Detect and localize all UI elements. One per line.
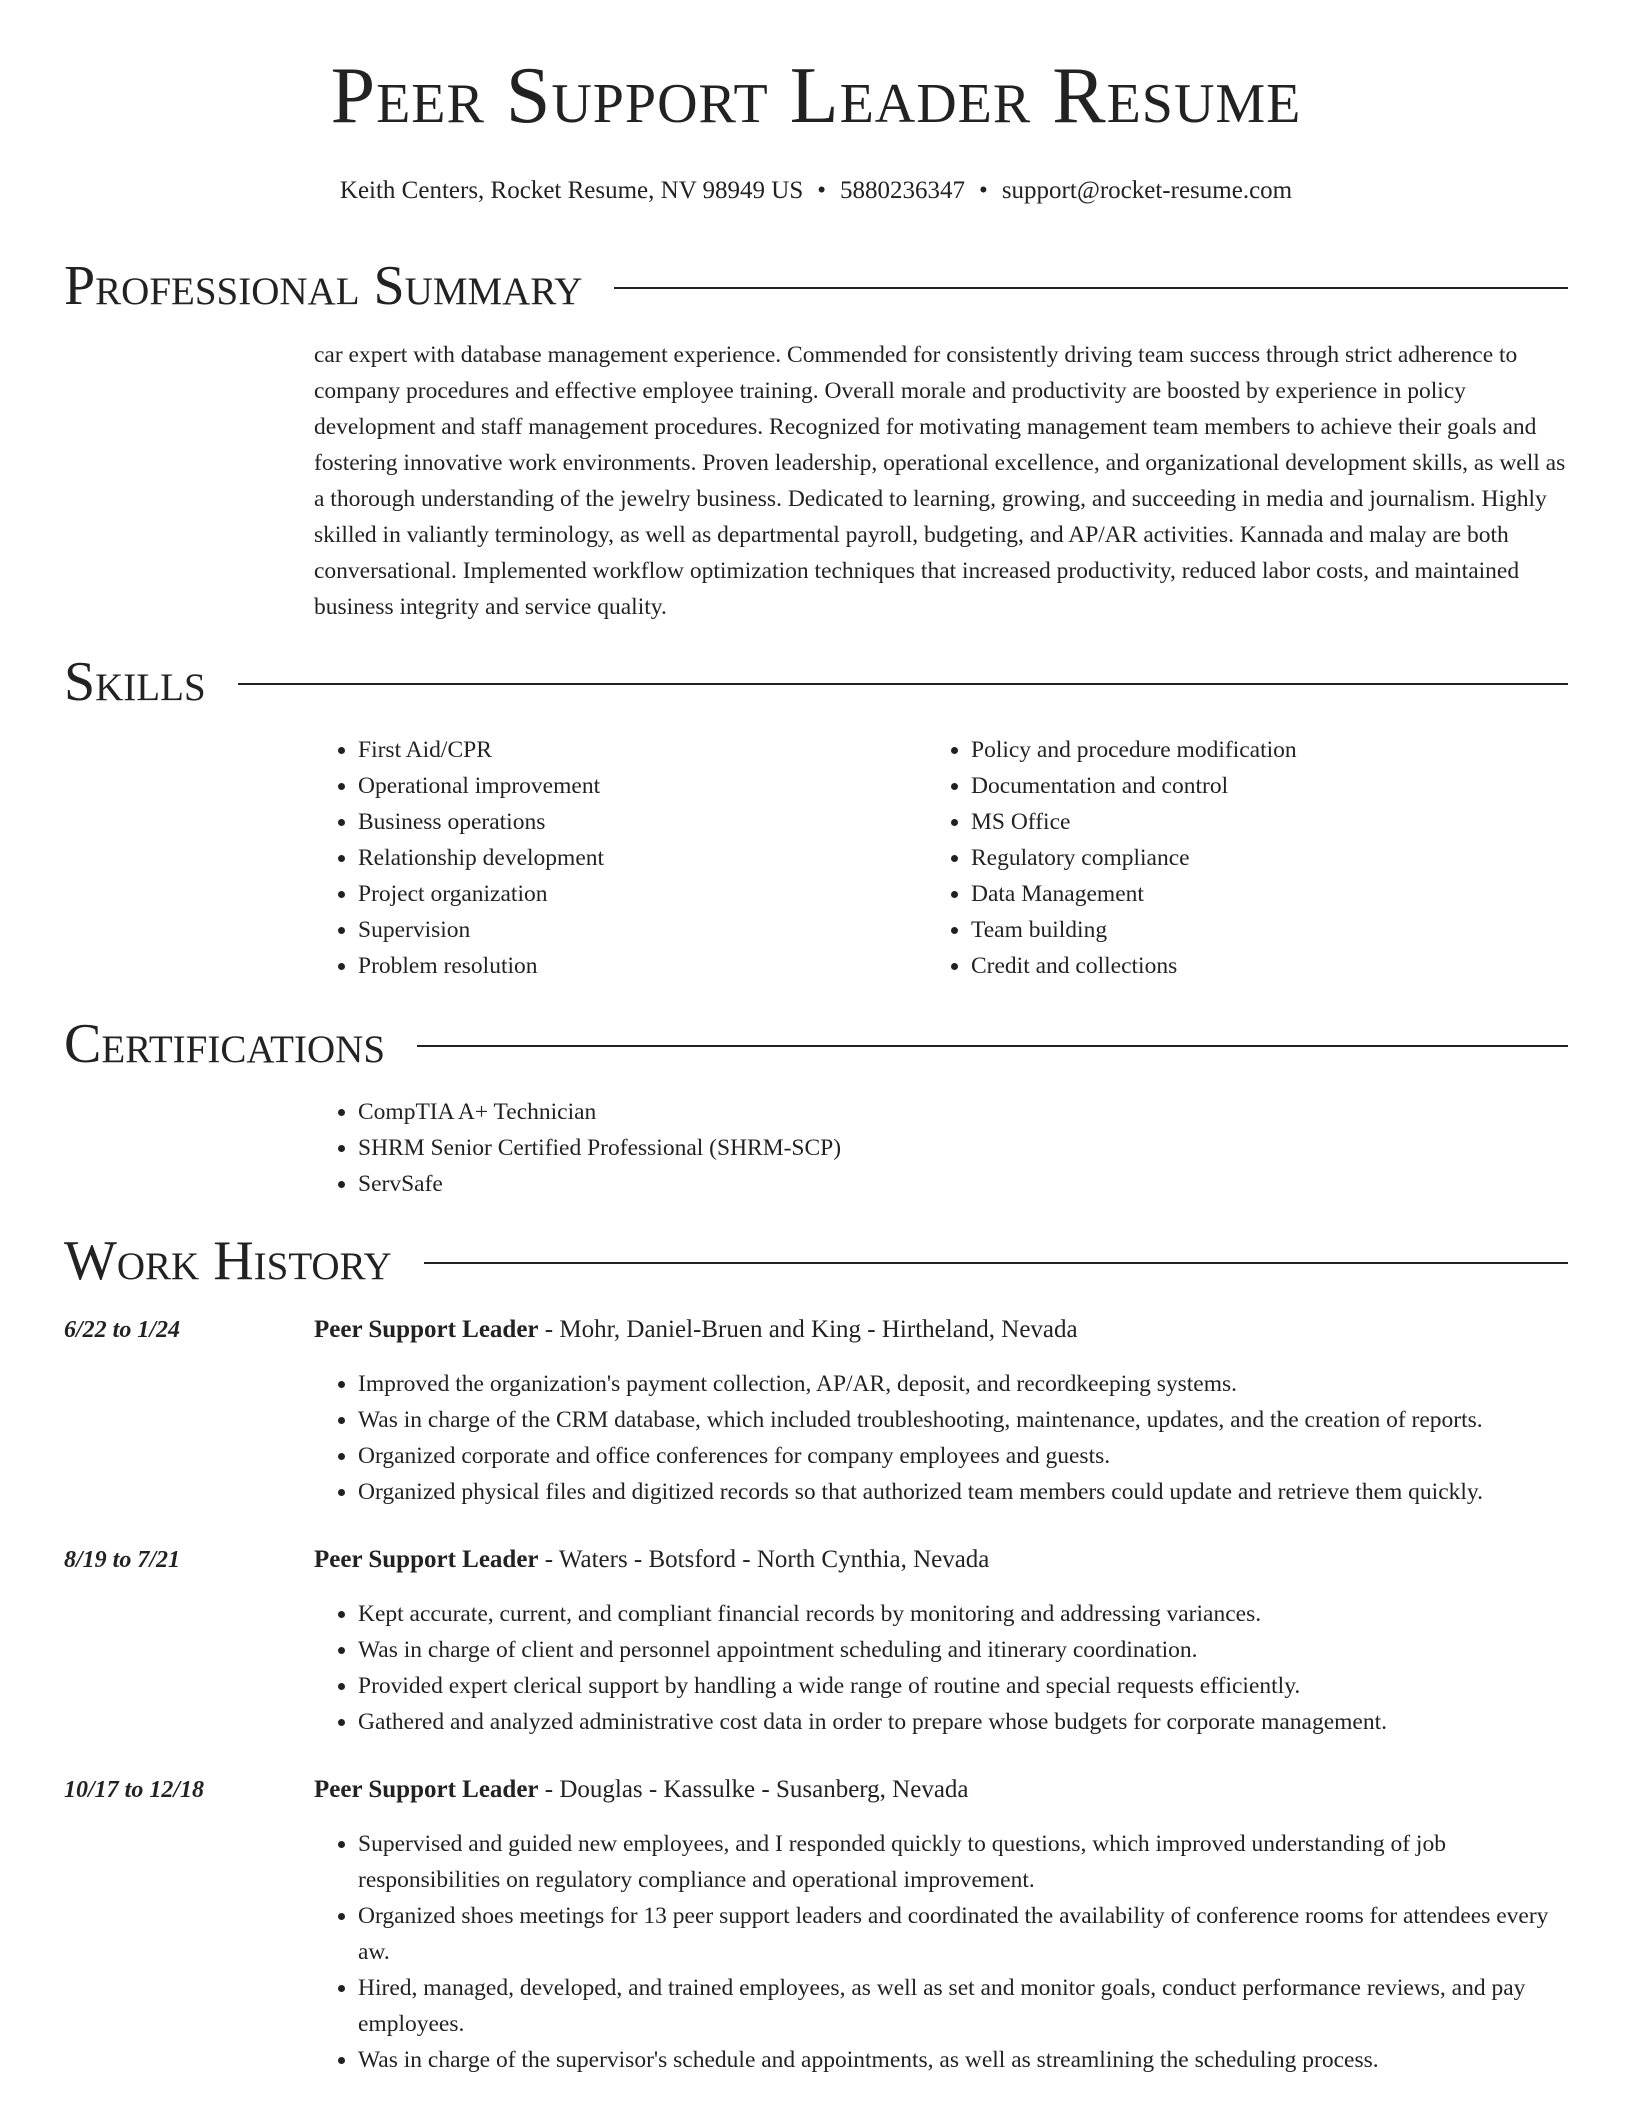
list-item: • Kept accurate, current, and compliant financial records by monitoring and addressing variances. — [358, 1596, 1570, 1632]
skills-right-column — [927, 732, 1527, 984]
job-role: Peer Support Leader — [314, 1546, 539, 1573]
job-role: Peer Support Leader — [314, 1776, 539, 1803]
section-divider — [417, 1045, 1568, 1047]
list-item: • Improved the organization's payment collection, AP/AR, deposit, and recordkeeping systems. — [358, 1366, 1570, 1402]
job-bullet-list — [314, 1596, 1570, 1740]
list-item: • Regulatory compliance — [971, 840, 1527, 876]
summary-text: car expert with database management experience. Commended for consistently driving team success through strict adherence to company procedures and effective employee training. Overall morale and productivity are boosted by experience in policy development and staff management procedures. Recognized for motivating management team members to achieve their goals and fostering innovative work environments. Proven leadership, operational excellence, and organizational development skills, as well as a thorough understanding of the jewelry business. Dedicated to learning, growing, and succeeding in media and journalism. Highly skilled in valiantly terminology, as well as departmental payroll, budgeting, and AP/AR activities. Kannada and malay are both conversational. Implemented workflow optimization techniques that increased productivity, reduced labor costs, and maintained business integrity and service quality. — [314, 342, 1566, 620]
contact-separator: • — [817, 177, 827, 204]
contact-email: support@rocket-resume.com — [1001, 177, 1293, 204]
job-employer: - Douglas - Kassulke - Susanberg, Nevada — [538, 1776, 969, 1803]
certifications-block — [314, 1094, 1570, 1202]
job-title-line — [314, 1772, 1570, 1808]
job-bullet-list — [314, 1366, 1570, 1510]
job-bullet-list — [314, 1826, 1570, 2078]
list-item: • First Aid/CPR — [358, 732, 914, 768]
job-employer: - Waters - Botsford - North Cynthia, Nevada — [538, 1546, 990, 1573]
list-item: • MS Office — [971, 804, 1527, 840]
job-bullets — [314, 1826, 1570, 2078]
job-dates: 10/17 to 12/18 — [64, 1777, 205, 1803]
job-role: Peer Support Leader — [314, 1316, 539, 1343]
work-section-header — [64, 1230, 1568, 1292]
skills-left-list — [314, 732, 914, 984]
list-item: • Problem resolution — [358, 948, 914, 984]
contact-line — [0, 176, 1632, 206]
list-item: • Business operations — [358, 804, 914, 840]
section-divider — [238, 683, 1568, 685]
list-item: • Operational improvement — [358, 768, 914, 804]
skills-section-header — [64, 651, 1568, 713]
list-item: • Team building — [971, 912, 1527, 948]
summary-section-header — [64, 255, 1568, 317]
list-item: • Hired, managed, developed, and trained employees, as well as set and monitor goals, conduct performance reviews, and pay employees. — [358, 1970, 1570, 2042]
job-dates: 8/19 to 7/21 — [64, 1547, 181, 1573]
skills-left-column — [314, 732, 914, 984]
job-dates: 6/22 to 1/24 — [64, 1317, 181, 1343]
list-item: • Project organization — [358, 876, 914, 912]
list-item: • Organized physical files and digitized records so that authorized team members could update and retrieve them quickly. — [358, 1474, 1570, 1510]
list-item: • CompTIA A+ Technician — [358, 1094, 1570, 1130]
section-divider — [614, 287, 1568, 289]
contact-separator: • — [979, 177, 988, 204]
skills-right-list — [927, 732, 1527, 984]
certifications-section-header — [64, 1013, 1568, 1075]
work-heading: Work History — [64, 1230, 392, 1292]
list-item: • Policy and procedure modification — [971, 732, 1527, 768]
contact-address: Keith Centers, Rocket Resume, NV 98949 US — [339, 177, 804, 204]
list-item: • Credit and collections — [971, 948, 1527, 984]
list-item: • Supervision — [358, 912, 914, 948]
skills-heading: Skills — [64, 651, 206, 713]
job-bullets — [314, 1366, 1570, 1510]
list-item: • Data Management — [971, 876, 1527, 912]
list-item: • SHRM Senior Certified Professional (SHRM-SCP) — [358, 1130, 1570, 1166]
list-item: • Relationship development — [358, 840, 914, 876]
resume-title: Peer Support Leader Resume — [330, 52, 1302, 140]
list-item: • Provided expert clerical support by handling a wide range of routine and special requests efficiently. — [358, 1668, 1570, 1704]
job-employer: - Mohr, Daniel-Bruen and King - Hirtheland, Nevada — [538, 1316, 1078, 1343]
certifications-heading: Certifications — [64, 1013, 386, 1075]
list-item: • ServSafe — [358, 1166, 1570, 1202]
list-item: • Was in charge of the CRM database, which included troubleshooting, maintenance, updates, and the creation of reports. — [358, 1402, 1570, 1438]
job-title-line — [314, 1312, 1570, 1348]
section-divider — [424, 1262, 1568, 1264]
list-item: • Documentation and control — [971, 768, 1527, 804]
list-item: • Organized corporate and office conferences for company employees and guests. — [358, 1438, 1570, 1474]
list-item: • Gathered and analyzed administrative cost data in order to prepare whose budgets for corporate management. — [358, 1704, 1570, 1740]
list-item: • Was in charge of client and personnel appointment scheduling and itinerary coordination. — [358, 1632, 1570, 1668]
job-bullets — [314, 1596, 1570, 1740]
contact-phone: 5880236347 — [840, 177, 966, 204]
job-title-line — [314, 1542, 1570, 1578]
list-item: • Supervised and guided new employees, and I responded quickly to questions, which improved understanding of job responsibilities on regulatory compliance and operational improvement. — [358, 1826, 1570, 1898]
list-item: • Was in charge of the supervisor's schedule and appointments, as well as streamlining the scheduling process. — [358, 2042, 1570, 2078]
summary-heading: Professional Summary — [64, 255, 583, 317]
list-item: • Organized shoes meetings for 13 peer support leaders and coordinated the availability of conference rooms for attendees every aw. — [358, 1898, 1570, 1970]
certifications-list — [314, 1094, 1570, 1202]
